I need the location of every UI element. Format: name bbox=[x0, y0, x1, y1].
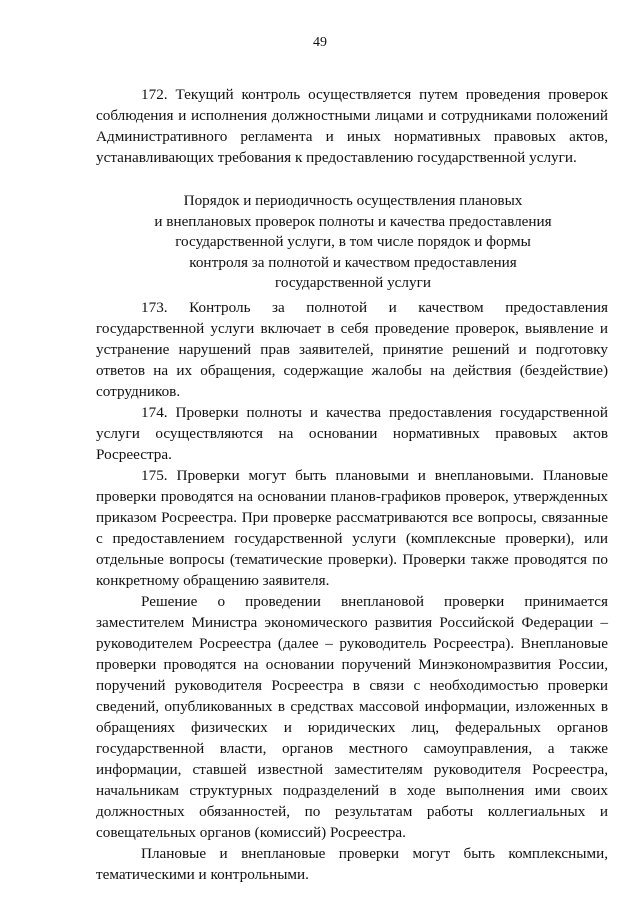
paragraph-inspection-types: Плановые и внеплановые проверки могут быть комплексными, тематическими и контрольными. bbox=[96, 845, 608, 883]
heading-line-4: контроля за полнотой и качеством предоставления bbox=[189, 253, 517, 271]
heading-line-2: и внеплановых проверок полноты и качества предоставления bbox=[154, 212, 552, 230]
page-number: 49 bbox=[313, 35, 327, 50]
section-heading bbox=[118, 191, 588, 294]
paragraph-175: 175. Проверки могут быть плановыми и внеплановыми. Плановые проверки проводятся на основании планов-графиков проверок, утвержденных приказом Росреестра. При проверке рассматриваются все вопросы, связанные с предоставлением государственной услуги (комплексные проверки), или отдельные вопросы (тематические проверки). Проверки также проводятся по конкретному обращению заявителя. bbox=[96, 467, 608, 589]
heading-line-1: Порядок и периодичность осуществления плановых bbox=[183, 192, 523, 209]
heading-line-3: государственной услуги, в том числе порядок и формы bbox=[175, 233, 531, 250]
heading-line-5: государственной услуги bbox=[275, 274, 431, 291]
main-body bbox=[96, 297, 608, 885]
paragraph-173: 173. Контроль за полнотой и качеством предоставления государственной услуги включает в себя проведение проверок, выявление и устранение нарушений прав заявителей, принятие решений и подготовку ответов на их обращения, содержащие жалобы на действия (бездействие) сотрудников. bbox=[96, 299, 608, 400]
paragraph-174: 174. Проверки полноты и качества предоставления государственной услуги осуществляются на основании нормативных правовых актов Росреестра. bbox=[96, 404, 608, 463]
paragraph-unplanned-inspections: Решение о проведении внеплановой проверки принимается заместителем Министра экономического развития Российской Федерации – руководителем Росреестра (далее – руководитель Росреестра). Внеплановые проверки проводятся на основании поручений Минэкономразвития России, поручений руководителя Росреестра в связи с необходимостью проверки сведений, опубликованных в средствах массовой информации, изложенных в обращениях физических и юридических лиц, федеральных органов государственной власти, органов местного самоуправления, а также информации, ставшей известной заместителям руководителя Росреестра, начальникам структурных подразделений в ходе выполнения ими своих должностных обязанностей, по результатам работы коллегиальных и совещательных органов (комиссий) Росреестра. bbox=[96, 593, 608, 841]
paragraph-172: 172. Текущий контроль осуществляется путем проведения проверок соблюдения и исполнения должностными лицами и сотрудниками положений Административного регламента и иных нормативных правовых актов, устанавливающих требования к предоставлению государственной услуги. bbox=[96, 86, 608, 166]
paragraph-172-block bbox=[96, 84, 608, 168]
